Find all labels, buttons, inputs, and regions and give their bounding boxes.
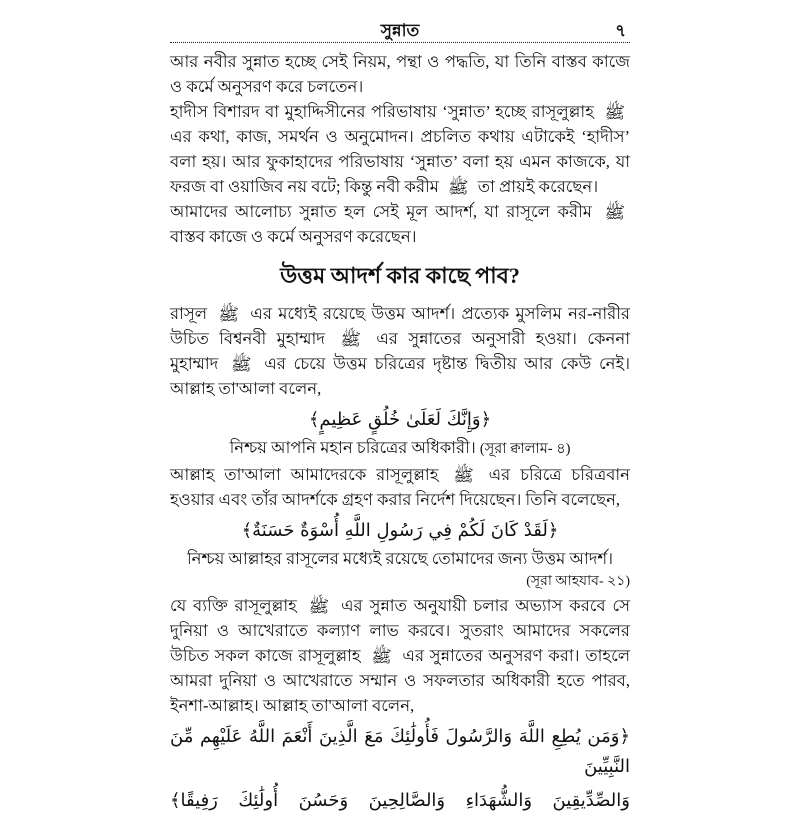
honorific-glyph: ﷺ [453, 466, 474, 487]
quran-verse-1-arabic: ﴿وَإِنَّكَ لَعَلَىٰ خُلُقٍ عَظِيمٍ﴾ [308, 409, 492, 430]
text-run: বাস্তব কাজে ও কর্মে অনুসরণ করেছেন। [170, 227, 417, 246]
text-run: আমাদের আলোচ্য সুন্নাত হল সেই মূল আদর্শ, যা রাসূলে করীম [170, 202, 592, 221]
text-run: রাসূল [170, 304, 208, 323]
quran-verse-1-translation [170, 435, 630, 462]
honorific-glyph: ﷺ [371, 647, 392, 668]
honorific-glyph: ﷺ [218, 305, 239, 326]
honorific-glyph: ﷺ [448, 178, 469, 199]
honorific-glyph: ﷺ [604, 203, 626, 224]
section-paragraph-3 [170, 593, 630, 718]
quran-verse-2-arabic: ﴿لَقَدْ كَانَ لَكُمْ فِي رَسُولِ اللَّهِ أُسْوَةٌ حَسَنَةٌ﴾ [241, 520, 559, 541]
quran-verse-3-arabic-line-1: ﴿وَمَن يُطِعِ اللَّهَ وَالرَّسُولَ فَأُولَٰئِكَ مَعَ الَّذِينَ أَنْعَمَ اللَّهُ عَلَيْهِم مِّنَ النَّبِيِّينَ [170, 726, 630, 777]
honorific-glyph: ﷺ [231, 355, 252, 376]
honorific-glyph: ﷺ [340, 330, 361, 351]
text-run: যে ব্যক্তি রাসূলুল্লাহ [170, 596, 297, 615]
quran-verse-2-translation: নিশ্চয় আল্লাহর রাসূলের মধ্যেই রয়েছে তোমাদের জন্য উত্তম আদর্শ। [186, 549, 614, 568]
text-run: আল্লাহ তা'আলা আমাদেরকে রাসূলুল্লাহ [170, 465, 439, 484]
text-run: এর সুন্নাত অনুযায়ী চলার অভ্যাস করবে সে দুনিয়া ও আখেরাতে কল্যাণ লাভ করবে। সুতরাং আমাদের সকলের উচিত সকল কাজে রাসূলুল্লাহ [170, 596, 631, 665]
quran-verse-3-arabic-line-2: وَالصِّدِّيقِينَ وَالشُّهَدَاءِ وَالصَّالِحِينَ وَحَسُنَ أُولَٰئِكَ رَفِيقًا﴾ [170, 790, 630, 811]
text-run: আর নবীর সুন্নাত হচ্ছে সেই নিয়ম, পন্থা ও পদ্ধতি, যা তিনি বাস্তব কাজে ও কর্মে অনুসরণ করে চলতেন। [170, 52, 630, 96]
header-title: সুন্নাত [380, 21, 420, 40]
running-header [170, 18, 630, 43]
translation-text: নিশ্চয় আপনি মহান চরিত্রের অধিকারী। [229, 438, 476, 457]
text-run: হাদীস বিশারদ বা মুহাদ্দিসীনের পরিভাষায় ‘সুন্নাত’ হচ্ছে রাসূলুল্লাহ [170, 102, 594, 121]
section-paragraph-2 [170, 462, 630, 512]
verse-reference: (সূরা ক্বালাম- ৪) [479, 441, 571, 457]
section-paragraph-1 [170, 301, 630, 401]
text-run: এর সুন্নাতের অনুসারী হওয়া। কেননা মুহাম্মাদ [170, 329, 630, 373]
text-run: তা প্রায়ই করেছেন। [477, 177, 599, 196]
book-page [170, 18, 631, 811]
verse-reference: (সূরা আহযাব- ২১) [526, 574, 630, 589]
text-run: এর চেয়ে উত্তম চরিত্রের দৃষ্টান্ত দ্বিতীয় আর কেউ নেই। আল্লাহ তা'আলা বলেন, [170, 354, 630, 398]
text-run: এর কথা, কাজ, সমর্থন ও অনুমোদন। প্রচলিত কথায় এটাকেই ‘হাদীস’ বলা হয়। আর ফুকাহাদের পরিভাষায় ‘সুন্নাত’ বলা হয় এমন কাজকে, যা ফরজ বা ওয়াজিব নয় বটে; কিন্তু নবী করীম [170, 127, 630, 196]
honorific-glyph: ﷺ [308, 597, 330, 618]
text-run: এর মধ্যেই রয়েছে উত্তম আদর্শ। প্রত্যেক মুসলিম নর-নারীর উচিত বিশ্বনবী মুহাম্মাদ [170, 304, 630, 348]
text-run: এর চরিত্রে চরিত্রবান হওয়ার এবং তাঁর আদর্শকে গ্রহণ করার নির্দেশ দিয়েছেন। তিনি বলেছেন, [170, 465, 631, 509]
section-heading: উত্তম আদর্শ কার কাছে পাব? [280, 263, 520, 288]
intro-paragraph-2 [170, 99, 630, 199]
page-number: ৭ [615, 21, 626, 40]
text-run: এর সুন্নাতের অনুসরণ করা। তাহলে আমরা দুনিয়া ও আখেরাতে সম্মান ও সফলতার অধিকারী হতে পারব, ইনশা-আল্লাহ। আল্লাহ তা'আলা বলেন, [170, 646, 630, 715]
intro-paragraph-3 [170, 199, 630, 249]
honorific-glyph: ﷺ [604, 103, 625, 124]
intro-paragraph-1 [170, 49, 630, 99]
